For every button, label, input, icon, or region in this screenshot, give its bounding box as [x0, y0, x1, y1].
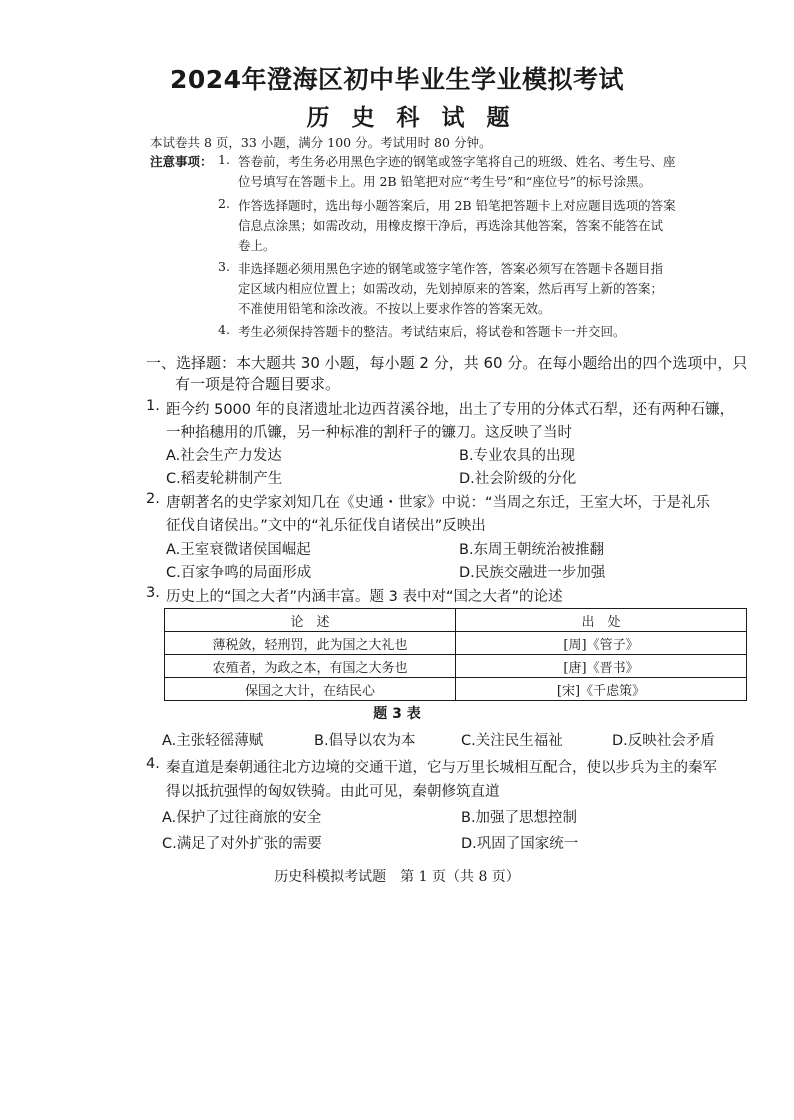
notice-3-line-2: 定区域内相应位置上；如需改动，先划掉原来的答案，然后再写上新的答案； [238, 281, 664, 296]
notice-num-1: 1. [218, 152, 230, 167]
q3-table-header-source: 出 处 [456, 609, 747, 632]
notice-2-line-3: 卷上。 [238, 238, 276, 253]
page-footer: 历史科模拟考试题 第 1 页（共 8 页） [274, 869, 520, 885]
q3-table-header-row [165, 609, 747, 632]
q2-stem-line-1: 唐朝著名的史学家刘知几在《史通・世家》中说：“当周之东迁，王室大坏，于是礼乐 [166, 495, 711, 511]
subject-title: 历史科试题 [306, 105, 532, 131]
q4-option-b: B.加强了思想控制 [461, 810, 578, 826]
q4-stem-line-1: 秦直道是秦朝通往北方边境的交通干道，它与万里长城相互配合，使以步兵为主的秦军 [166, 760, 717, 776]
q3-table-statement: 农殖者，为政之本，有国之大务也 [165, 655, 456, 678]
q3-table-statement: 薄税敛，轻刑罚，此为国之大礼也 [165, 632, 456, 655]
notice-label: 注意事项： [150, 154, 213, 169]
q3-table-source: [唐]《晋书》 [456, 655, 747, 678]
notice-num-2: 2. [218, 196, 230, 211]
q1-option-d: D.社会阶级的分化 [459, 471, 577, 487]
notice-num-4: 4. [218, 322, 230, 337]
q1-stem-line-1: 距今约 5000 年的良渚遗址北边西苕溪谷地，出土了专用的分体式石犁，还有两种石镰， [166, 402, 735, 418]
q3-option-d: D.反映社会矛盾 [612, 733, 715, 749]
q3-option-a: A.主张轻徭薄赋 [162, 733, 264, 749]
table-row [165, 655, 747, 678]
q1-option-c: C.稻麦轮耕制产生 [166, 471, 283, 487]
section-heading-line-2: 有一项是符合题目要求。 [175, 375, 341, 393]
q3-table-header-statement: 论 述 [165, 609, 456, 632]
q4-stem-line-2: 得以抵抗强悍的匈奴铁骑。由此可见，秦朝修筑直道 [166, 784, 500, 800]
q2-option-c: C.百家争鸣的局面形成 [166, 565, 312, 581]
q4-number: 4. [146, 756, 160, 772]
exam-title: 2024年澄海区初中毕业生学业模拟考试 [169, 65, 625, 94]
q2-stem-line-2: 征伐自诸侯出。”文中的“礼乐征伐自诸侯出”反映出 [166, 518, 486, 534]
q3-option-b: B.倡导以农为本 [314, 733, 416, 749]
q1-option-b: B.专业农具的出现 [459, 448, 576, 464]
q4-option-c: C.满足了对外扩张的需要 [162, 836, 322, 852]
q2-option-d: D.民族交融进一步加强 [459, 565, 606, 581]
q3-table-statement: 保国之大计，在结民心 [165, 678, 456, 701]
q3-option-c: C.关注民生福祉 [461, 733, 563, 749]
q3-number: 3. [146, 585, 160, 601]
exam-intro: 本试卷共 8 页，33 小题，满分 100 分。考试用时 80 分钟。 [150, 135, 492, 150]
notice-1-line-2: 位号填写在答题卡上。用 2B 铅笔把对应“考生号”和“座位号”的标号涂黑。 [238, 174, 652, 189]
q3-stem-line-1: 历史上的“国之大者”内涵丰富。题 3 表中对“国之大者”的论述 [166, 589, 563, 605]
notice-3-line-1: 非选择题必须用黑色字迹的钢笔或签字笔作答，答案必须写在答题卡各题目指 [238, 261, 664, 276]
notice-1-line-1: 答卷前，考生务必用黑色字迹的钢笔或签字笔将自己的班级、姓名、考生号、座 [238, 154, 676, 169]
q2-option-a: A.王室衰微诸侯国崛起 [166, 542, 311, 558]
q4-option-d: D.巩固了国家统一 [461, 836, 579, 852]
q1-option-a: A.社会生产力发达 [166, 448, 282, 464]
table-row [165, 678, 747, 701]
q3-table [164, 608, 747, 701]
notice-3-line-3: 不准使用铅笔和涂改液。不按以上要求作答的答案无效。 [238, 301, 551, 316]
q3-table-source: [宋]《千虑策》 [456, 678, 747, 701]
notice-4-line-1: 考生必须保持答题卡的整洁。考试结束后，将试卷和答题卡一并交回。 [238, 324, 626, 339]
notice-num-3: 3. [218, 259, 230, 274]
q2-option-b: B.东周王朝统治被推翻 [459, 542, 605, 558]
table-row [165, 632, 747, 655]
q3-table-caption: 题 3 表 [373, 706, 421, 722]
q3-table-source: [周]《管子》 [456, 632, 747, 655]
section-heading-line-1: 一、选择题：本大题共 30 小题，每小题 2 分，共 60 分。在每小题给出的四个选项中，只 [146, 354, 748, 372]
q1-number: 1. [146, 398, 160, 414]
q2-number: 2. [146, 491, 160, 507]
q4-option-a: A.保护了过往商旅的安全 [162, 810, 322, 826]
q1-stem-line-2: 一种掐穗用的爪镰，另一种标准的割秆子的镰刀。这反映了当时 [166, 425, 572, 441]
notice-2-line-2: 信息点涂黑；如需改动，用橡皮擦干净后，再选涂其他答案，答案不能答在试 [238, 218, 664, 233]
notice-2-line-1: 作答选择题时，选出每小题答案后，用 2B 铅笔把答题卡上对应题目选项的答案 [238, 198, 676, 213]
